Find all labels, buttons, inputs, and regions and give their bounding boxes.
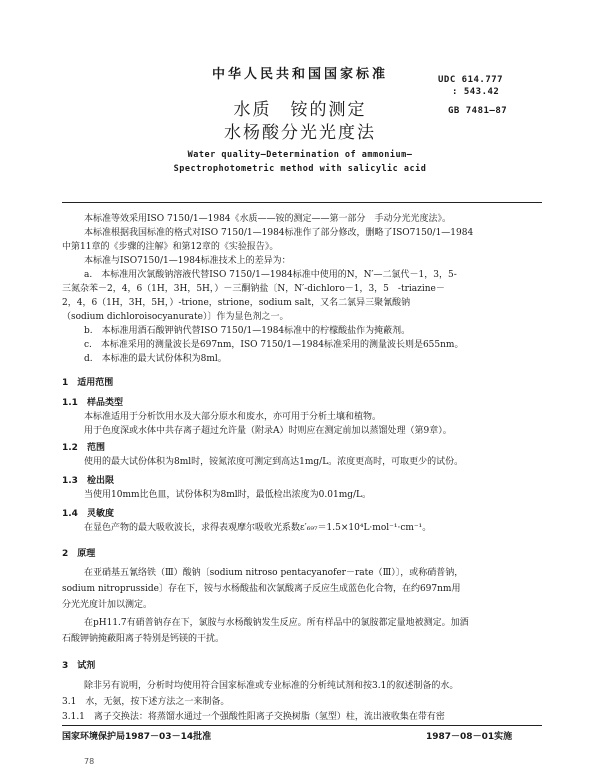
english-title-line2: Spectrophotometric method with salicylic acid bbox=[173, 164, 427, 174]
body-line: （sodium dichloroisocyanurate）〕作为显色剂之一。 bbox=[62, 312, 289, 322]
body-line: 3.1 水，无氨，按下述方法之一来制备。 bbox=[62, 697, 230, 707]
body-line: 在显色产物的最大吸收波长，求得表观摩尔吸收光系数ε′₆₉₇＝1.5×10⁴L·mol⁻¹·cm⁻¹。 bbox=[84, 523, 432, 533]
udc-code: UDC 614.777 bbox=[438, 75, 504, 85]
subsection-heading: 1.1 样品类型 bbox=[62, 398, 123, 408]
gb-number: GB 7481—87 bbox=[448, 106, 508, 116]
english-title-line1: Water quality—Determination of ammonium— bbox=[187, 150, 413, 160]
subsection-heading: 1.2 范围 bbox=[62, 443, 105, 453]
body-line: a. 本标准用次氯酸钠溶液代替ISO 7150/1—1984标准中使用的N，N′—二氯代－1，3，5- bbox=[84, 270, 457, 280]
footer-rule bbox=[62, 725, 542, 726]
body-line: c. 本标准采用的测量波长是697nm，ISO 7150/1—1984标准采用的测量波长则是655nm。 bbox=[84, 340, 464, 350]
body-line: 本标准与ISO7150/1—1984标准技术上的差异为： bbox=[84, 256, 291, 266]
body-line: 在pH11.7有硝普钠存在下，氯胺与水杨酸钠发生反应。所有样品中的氯胺都定量地被测定。加酒 bbox=[84, 618, 469, 628]
body-line: 除非另有说明，分析时均使用符合国家标准或专业标准的分析纯试剂和按3.1的叙述制备的水。 bbox=[84, 681, 459, 691]
doc-title-line1: 水质 铵的测定 bbox=[233, 100, 367, 120]
body-line: d. 本标准的最大试份体积为8ml。 bbox=[84, 354, 227, 364]
body-line: 分光光度计加以测定。 bbox=[62, 600, 153, 610]
body-line: 当使用10mm比色皿，试份体积为8ml时，最低检出浓度为0.01mg/L。 bbox=[84, 490, 372, 500]
body-line: 本标准根据我国标准的格式对ISO 7150/1—1984标准作了部分修改，删略了ISO7150/1—1984 bbox=[84, 228, 474, 238]
subsection-heading: 1.4 灵敏度 bbox=[62, 509, 114, 519]
body-line: 用于色度深或水体中共存离子超过允许量（附录A）时则应在测定前加以蒸馏处理（第9章）。 bbox=[84, 426, 452, 436]
standard-title: 中华人民共和国国家标准 bbox=[211, 67, 388, 82]
subsection-heading: 1.3 检出限 bbox=[62, 476, 114, 486]
body-line: b. 本标准用酒石酸钾钠代替ISO 7150/1—1984标准中的柠檬酸盐作为掩蔽剂。 bbox=[84, 326, 411, 336]
udc-code-sub: : 543.42 bbox=[452, 87, 500, 97]
implementation-date: 1987－08－01实施 bbox=[426, 732, 513, 742]
approval-date: 国家环境保护局1987－03－14批准 bbox=[62, 732, 212, 742]
section-heading: 2 原理 bbox=[62, 549, 96, 559]
body-line: sodium nitroprusside〕存在下，铵与水杨酸盐和次氯酸离子反应生成蓝色化合物，在约697nm用 bbox=[62, 584, 461, 594]
body-line: 使用的最大试份体积为8ml时，铵氮浓度可测定到高达1mg/L。浓度更高时，可取更少的试份。 bbox=[84, 457, 464, 467]
body-line: 3.1.1 离子交换法：将蒸馏水通过一个强酸性阳离子交换树脂（氢型）柱，流出液收集在带有密 bbox=[62, 712, 445, 722]
page-number: 78 bbox=[84, 757, 95, 766]
body-line: 本标准等效采用ISO 7150/1—1984《水质——铵的测定——第一部分 手动分光光度法》。 bbox=[84, 214, 452, 224]
header-rule bbox=[62, 202, 542, 203]
body-line: 石酸钾钠掩蔽阳离子特别是钙镁的干扰。 bbox=[62, 634, 225, 644]
section-heading: 1 适用范围 bbox=[62, 378, 114, 388]
doc-title-line2: 水杨酸分光光度法 bbox=[224, 123, 376, 143]
body-line: 本标准适用于分析饮用水及大部分原水和废水，亦可用于分析土壤和植物。 bbox=[84, 412, 382, 422]
body-line: 2，4，6（1H，3H，5H，）-trione，strione，sodium salt，又名二氯异三聚氰酸钠 bbox=[62, 298, 411, 308]
body-line: 中第11章的《步骤的注解》和第12章的《实验报告》。 bbox=[62, 242, 279, 252]
body-line: 在亚硝基五氰络铁（Ⅲ）酸钠〔sodium nitroso pentacyanofer－rate（Ⅲ）〕，或称硝普钠， bbox=[84, 568, 464, 578]
body-line: 三氮杂苯－2，4，6（1H，3H，5H，）－三酮钠盐〔N，N′-dichloro－1，3，5 -triazine－ bbox=[62, 284, 445, 294]
section-heading: 3 试剂 bbox=[62, 661, 96, 671]
